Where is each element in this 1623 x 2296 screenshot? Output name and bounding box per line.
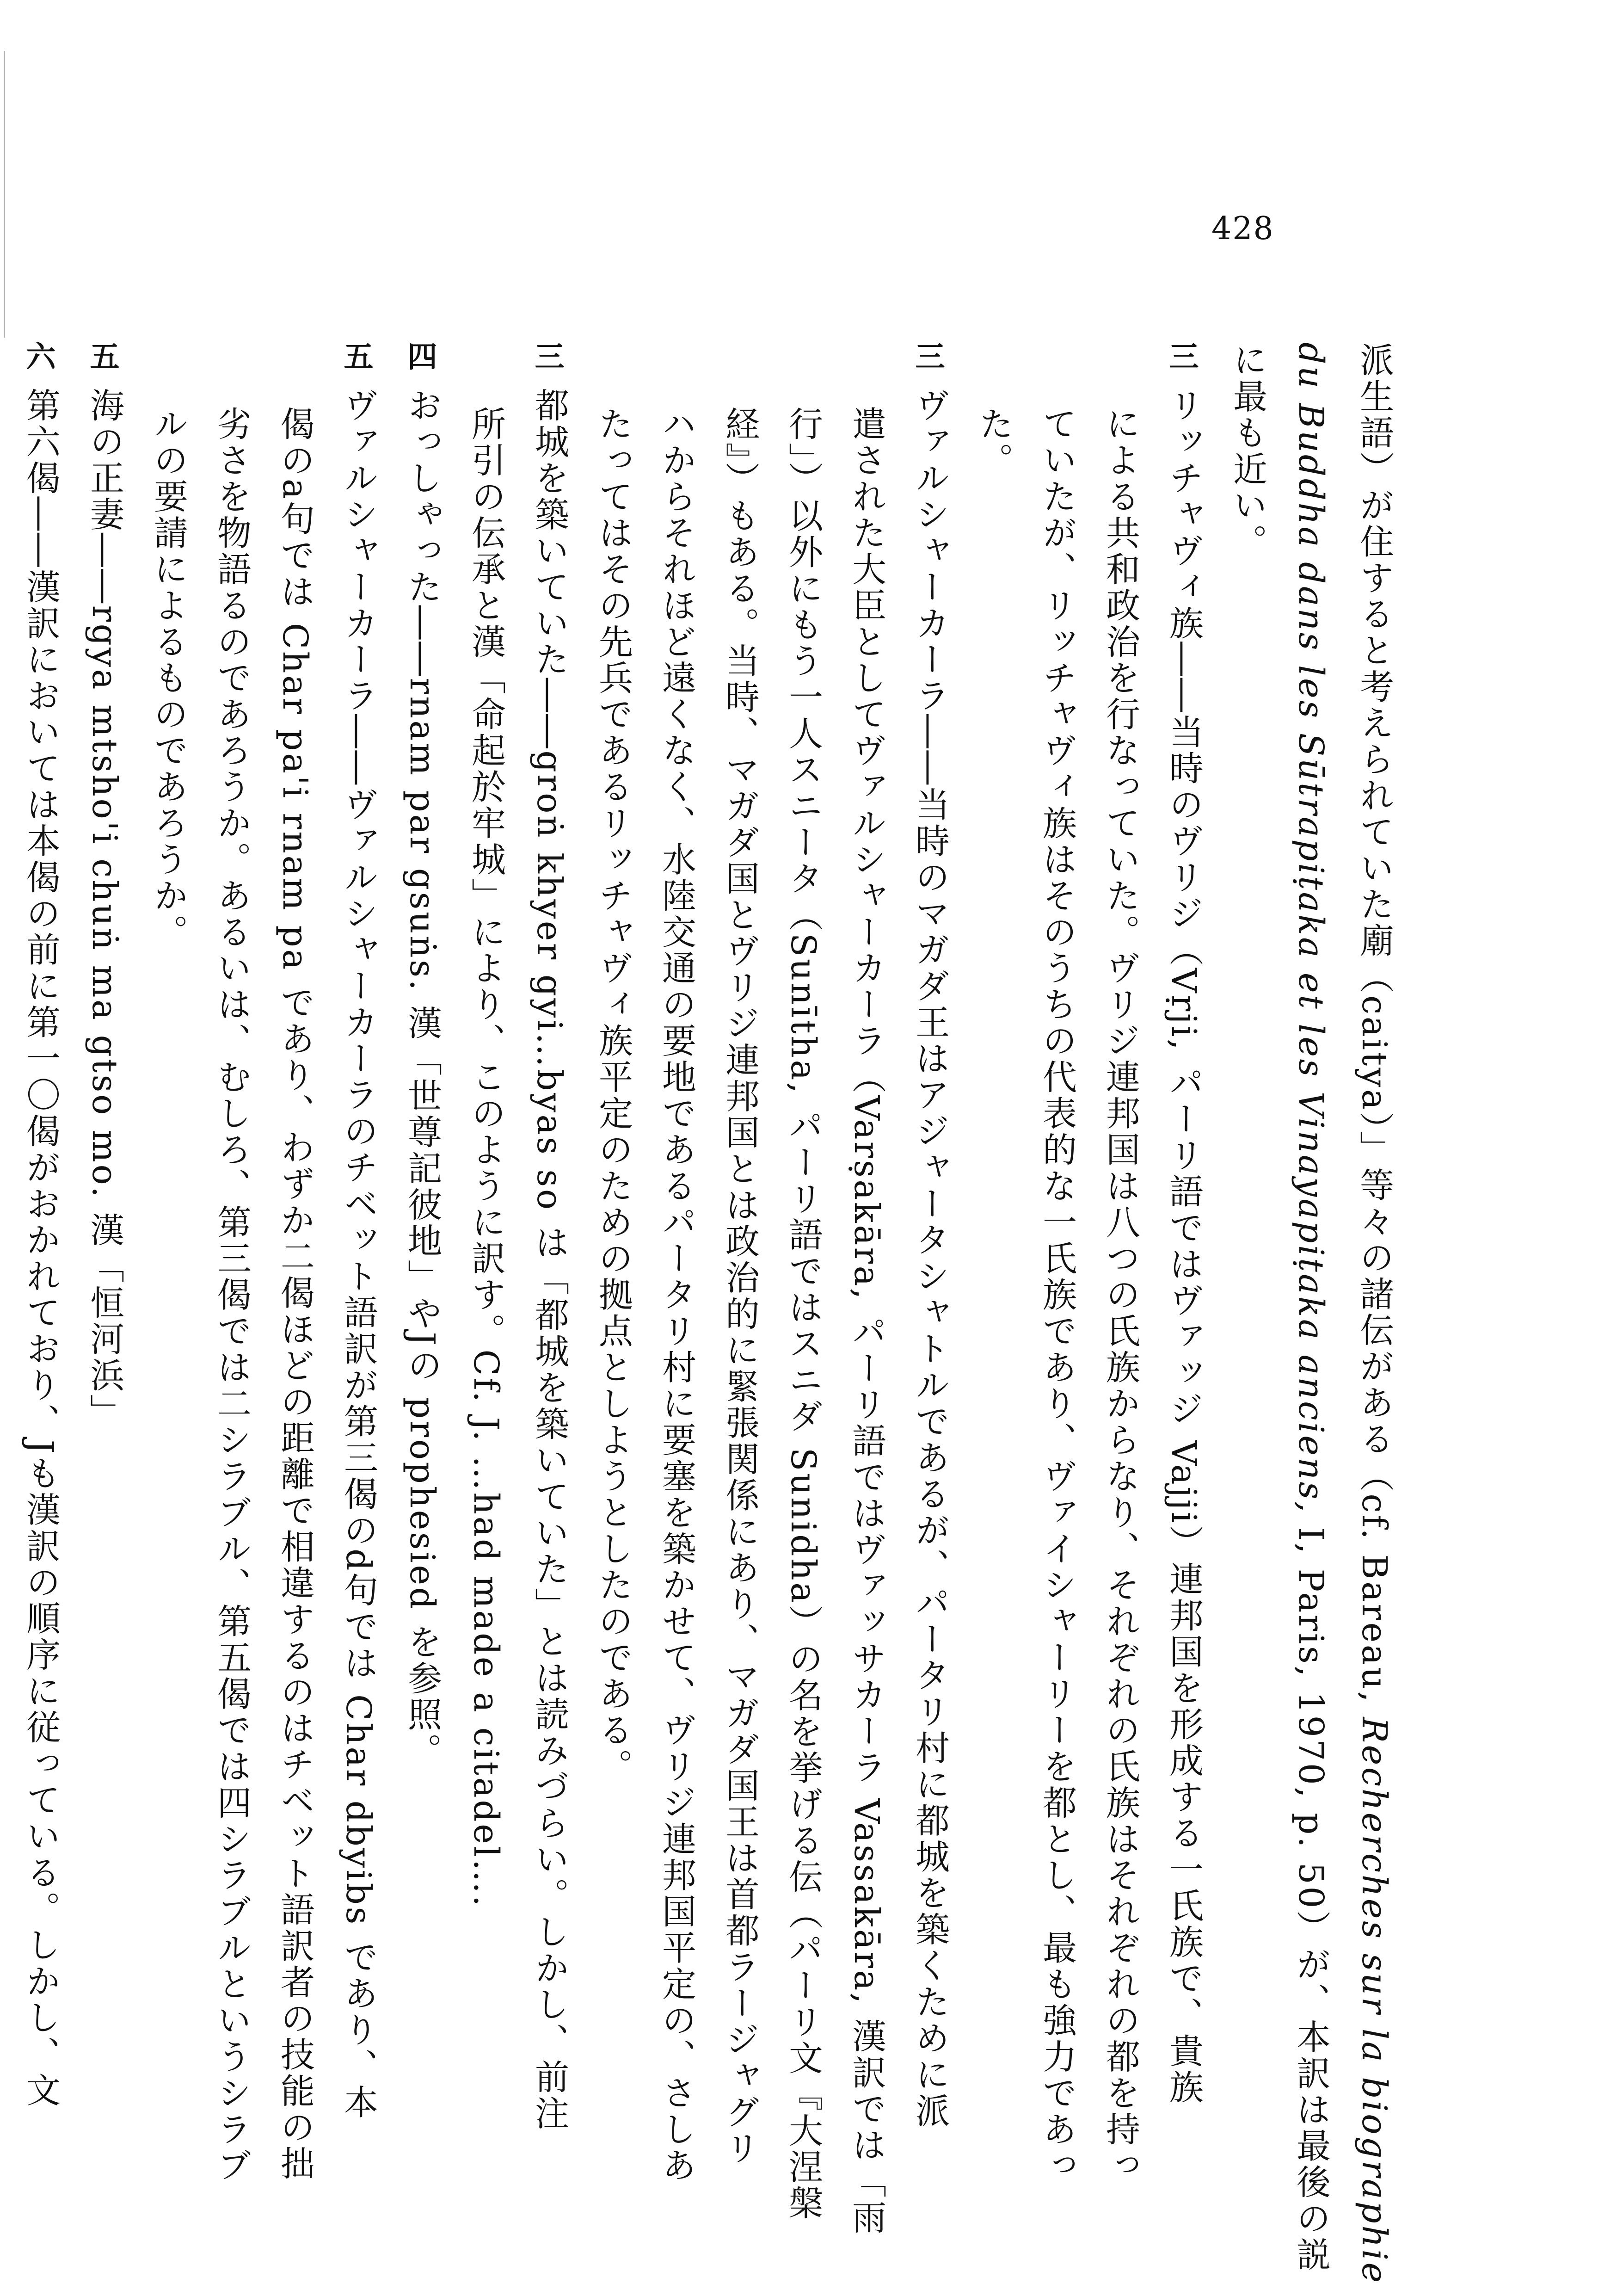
note-line-11: 経』）もある。当時、マガダ国とヴリジ連邦国とは政治的に緊張関係にあり、マガダ国王は首都ラージャグリ [720, 406, 760, 2167]
note-line-18: 偈のa句では Char pa'i rnam pa であり、わずか二偈ほどの距離で相違するのはチベット語訳者の技能の拙 [275, 406, 315, 2182]
note-line-1: 派生語）が住すると考えられていた廟（caitya）」等々の諸伝がある（cf. Bareau, Recherches sur la biographie [1354, 342, 1394, 2285]
note-line-9: 遣された大臣としてヴァルシャーカーラ（Varṣakāra, パーリ語ではヴァッサカーラ Vassakāra, 漢訳では「雨 [847, 406, 886, 2236]
note-number: 六 [26, 342, 56, 372]
note-line-21: 五海の正妻――rgya mtsho'i chuṅ ma gtso mo. 漢「恒河浜」 [73, 342, 136, 2049]
note-line-8: 三ヴァルシャーカーラ――当時のマガダ王はアジャータシャトルであるが、パータリ村に都城を築くために派 [898, 342, 962, 2049]
note-line-22: 六第六偈――漢訳においては本偈の前に第一〇偈がおかれており、Jも漢訳の順序に従っている。しかし、文 [9, 342, 73, 2049]
page-binding-edge [4, 51, 15, 338]
page-number: 428 [1211, 210, 1274, 247]
note-number: 三 [535, 342, 565, 372]
note-number: 五 [90, 342, 120, 372]
note-line-13: たってはその先兵であるリッチャヴィ族平定のための拠点としようとしたのである。 [593, 406, 633, 1785]
note-line-14: 三都城を築いていた――groṅ khyer gyi…byas so は「都城を築いていた」とは読みづらい。しかし、前注 [517, 342, 581, 2049]
note-line-20: ルの要請によるものであろうか。 [148, 406, 188, 950]
note-number: 三 [1169, 342, 1199, 372]
note-line-4: 三リッチャヴィ族――当時のヴリジ（Vṛji, パーリ語ではヴァッジ Vajji）連邦国を形成する一氏族で、貴族 [1152, 342, 1216, 2049]
note-line-15: 所引の伝承と漢「命起於牢城」により、このように訳す。Cf. J. …had made a citadel…. [466, 406, 506, 1908]
note-line-10: 行」）以外にもう一人スニータ（Sunītha, パーリ語ではスニダ Sunidha）の名を挙げる伝（パーリ文『大涅槃 [783, 406, 823, 2222]
note-number: 四 [407, 342, 437, 372]
notes-body [0, 342, 1406, 2285]
note-line-19: 劣さを物語るのであろうか。あるいは、むしろ、第三偈では二シラブル、第五偈では四シラブルというシラブ [212, 406, 252, 2184]
note-number: 五 [344, 342, 374, 372]
note-line-5: による共和政治を行なっていた。ヴリジ連邦国は八つの氏族からなり、それぞれの氏族はそれぞれの都を持っ [1100, 406, 1140, 2184]
note-line-3: に最も近い。 [1228, 342, 1267, 560]
note-number: 三 [915, 342, 945, 372]
note-line-16: 四おっしゃった――rnam par gsuṅs. 漢「世尊記彼地」やJの prophesied を参照。 [390, 342, 454, 2049]
note-line-7: た。 [974, 406, 1014, 479]
note-line-2: du Buddha dans les Sūtrapiṭaka et les Vinayapiṭaka anciens, I, Paris, 1970, p. 50）が、本訳は最後の説 [1291, 342, 1331, 2273]
note-line-23 [0, 406, 9, 2049]
note-line-17: 五ヴァルシャーカーラ――ヴァルシャーカーラのチベット語訳が第三偈のd句では Char dbyibs であり、本 [326, 342, 390, 2049]
note-line-6: ていたが、リッチャヴィ族はそのうちの代表的な一氏族であり、ヴァイシャーリーを都とし、最も強力であっ [1037, 406, 1077, 2184]
note-line-12: ハからそれほど遠くなく、水陸交通の要地であるパータリ村に要塞を築かせて、ヴリジ連邦国平定の、さしあ [657, 406, 696, 2184]
